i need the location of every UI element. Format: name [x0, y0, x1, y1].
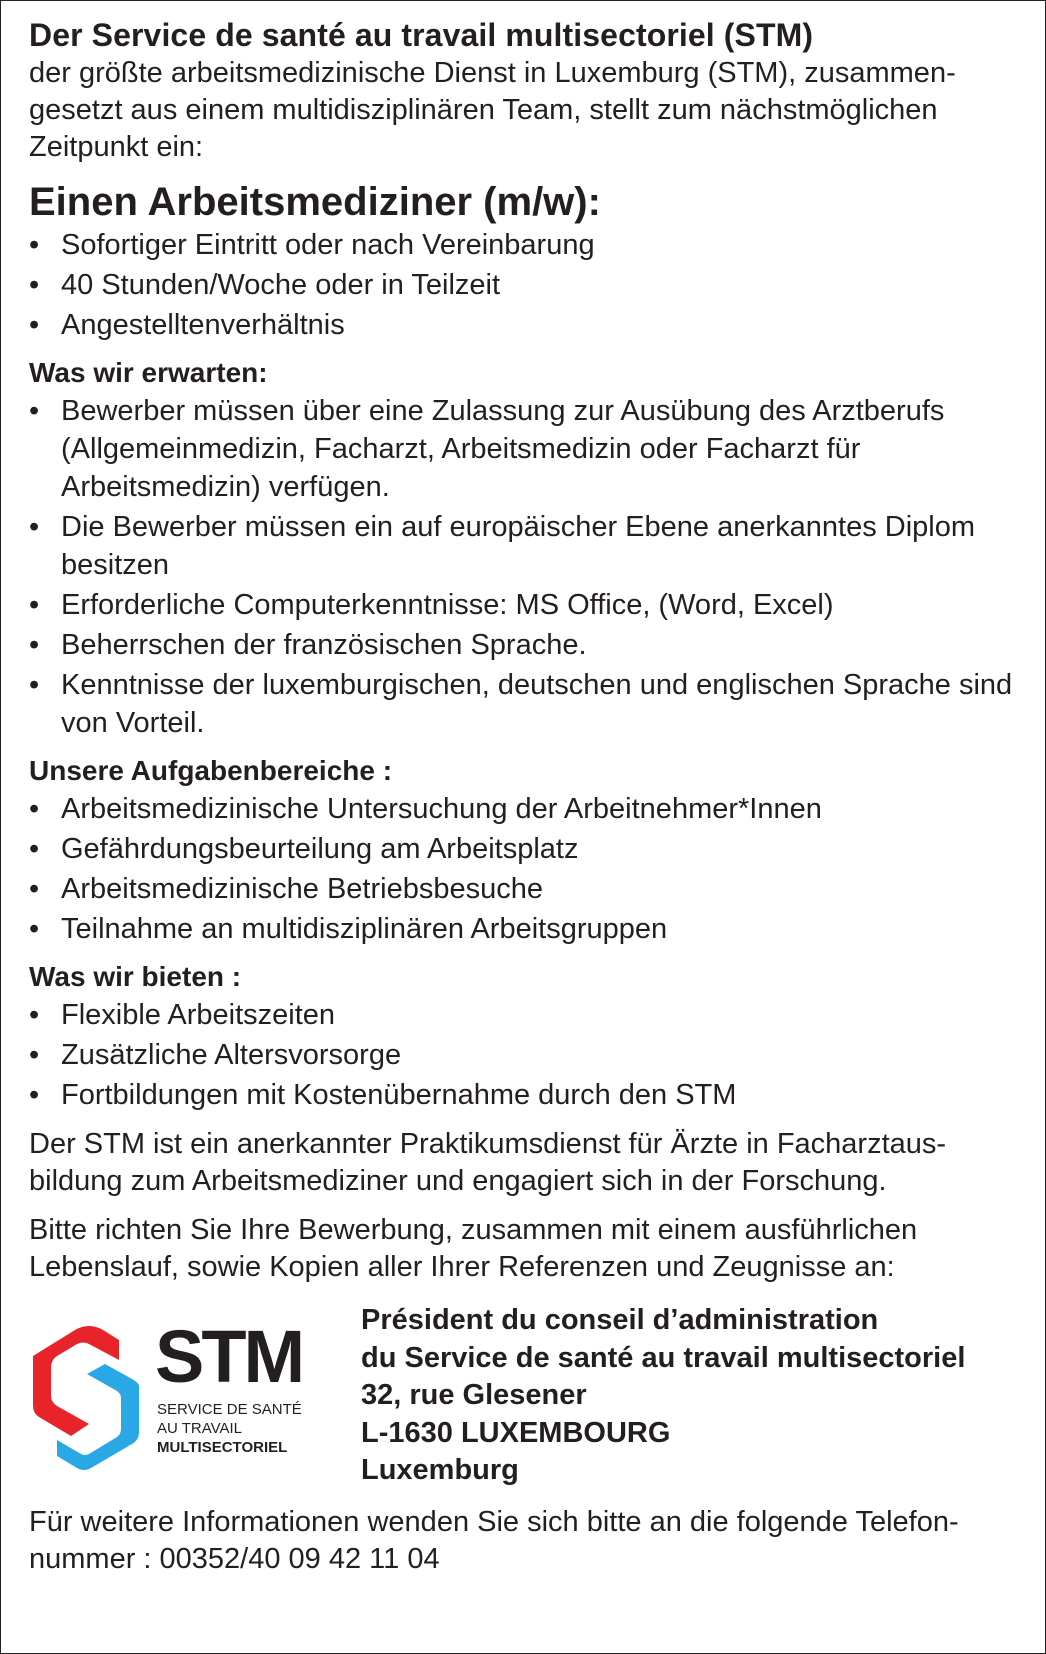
offer-heading: Was wir bieten :: [29, 961, 242, 992]
job-title: Einen Arbeitsmediziner (m/w):: [29, 180, 601, 224]
training-note: [29, 1126, 1019, 1200]
paragraph-line: Bitte richten Sie Ihre Bewerbung, zusammen mit einem ausführlichen: [29, 1214, 918, 1246]
logo-wordmark: STM: [155, 1316, 303, 1398]
list-item: • Bewerber müssen über eine Zulassung zur Ausübung des Arztberufs (Allgemeinmedizin, Facharzt, Arbeitsmedizin oder Facharzt für Arbeitsmedizin) verfügen.: [29, 392, 1019, 506]
list-item: • Arbeitsmedizinische Betriebsbesuche: [29, 870, 1019, 908]
intro-paragraph: [29, 55, 1019, 166]
paragraph-line: Lebenslauf, sowie Kopien aller Ihrer Referenzen und Zeugnisse an:: [29, 1251, 895, 1283]
list-item: • Flexible Arbeitszeiten: [29, 996, 1019, 1034]
logo-subtitle-line-2: AU TRAVAIL: [157, 1420, 243, 1437]
address-line: L-1630 LUXEMBOURG: [361, 1416, 671, 1449]
tasks-heading: Unsere Aufgabenbereiche :: [29, 755, 393, 786]
contact-block: [29, 1302, 1019, 1498]
list-item: • Erforderliche Computerkenntnisse: MS Office, (Word, Excel): [29, 586, 1019, 624]
paragraph-line: Der STM ist ein anerkannter Praktikumsdienst für Ärzte in Facharztaus-: [29, 1128, 947, 1160]
application-instructions: [29, 1212, 1019, 1286]
list-item: • Teilnahme an multidisziplinären Arbeitsgruppen: [29, 910, 1019, 948]
organization-title: Der Service de santé au travail multisectoriel (STM): [29, 17, 814, 53]
list-item: • Angestelltenverhältnis: [29, 306, 1019, 344]
expectations-list: [29, 392, 1019, 742]
footer-line: nummer : 00352/40 09 42 11 04: [29, 1543, 440, 1575]
job-conditions-list: [29, 226, 1019, 344]
intro-line: der größte arbeitsmedizinische Dienst in Luxemburg (STM), zusammen-: [29, 57, 956, 89]
address-line: 32, rue Glesener: [361, 1379, 587, 1411]
paragraph-line: bildung zum Arbeitsmediziner und engagiert sich in der Forschung.: [29, 1165, 887, 1197]
list-item: • Sofortiger Eintritt oder nach Vereinbarung: [29, 226, 1019, 264]
stm-logo: [29, 1316, 329, 1476]
contact-phone-note: [29, 1504, 1019, 1578]
postal-address: [361, 1302, 965, 1490]
address-line: du Service de santé au travail multisectoriel: [361, 1341, 966, 1374]
list-item: • 40 Stunden/Woche oder in Teilzeit: [29, 266, 1019, 304]
list-item: • Die Bewerber müssen ein auf europäischer Ebene anerkanntes Diplom besitzen: [29, 508, 1019, 584]
offer-list: [29, 996, 1019, 1114]
expectations-heading: Was wir erwarten:: [29, 357, 268, 388]
list-item: • Fortbildungen mit Kostenübernahme durch den STM: [29, 1076, 1019, 1114]
logo-subtitle-line-1: SERVICE DE SANTÉ: [157, 1401, 302, 1418]
list-item: • Zusätzliche Altersvorsorge: [29, 1036, 1019, 1074]
footer-line: Für weitere Informationen wenden Sie sich bitte an die folgende Telefon-: [29, 1506, 959, 1538]
address-line: Luxemburg: [361, 1454, 519, 1486]
intro-line: Zeitpunkt ein:: [29, 131, 204, 163]
ad-content: [29, 15, 1019, 1578]
list-item: • Beherrschen der französischen Sprache.: [29, 626, 1019, 664]
list-item: • Gefährdungsbeurteilung am Arbeitsplatz: [29, 830, 1019, 868]
list-item: • Arbeitsmedizinische Untersuchung der Arbeitnehmer*Innen: [29, 790, 1019, 828]
address-line: Président du conseil d’administration: [361, 1304, 879, 1336]
list-item: • Kenntnisse der luxemburgischen, deutschen und englischen Sprache sind von Vorteil.: [29, 666, 1019, 742]
intro-line: gesetzt aus einem multidisziplinären Team, stellt zum nächstmöglichen: [29, 94, 938, 126]
tasks-list: [29, 790, 1019, 948]
logo-subtitle-line-3: MULTISECTORIEL: [157, 1439, 288, 1456]
